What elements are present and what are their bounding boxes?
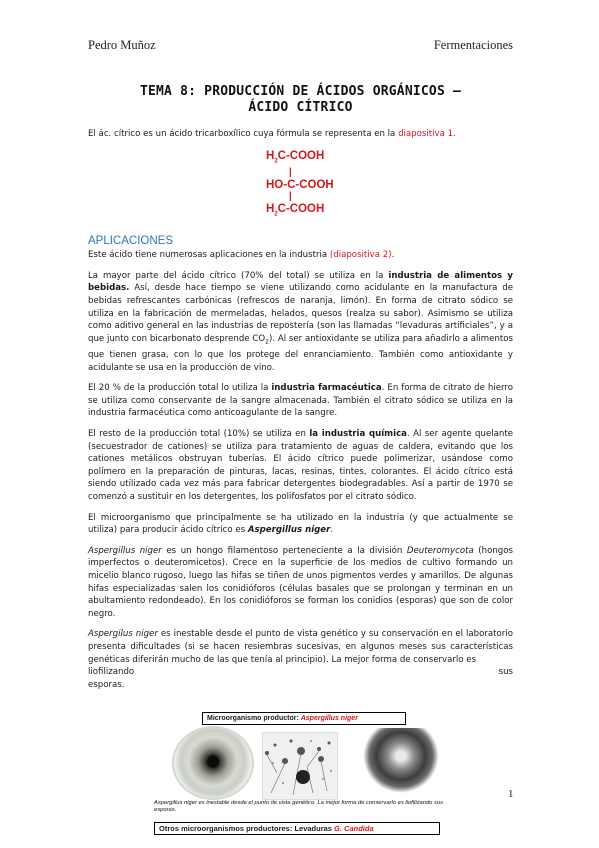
conidial-head-photo [358,728,444,798]
chem-text-c: . Al ser agente quelante (secuestrador de cationes) se utiliza para tratamiento de aguas de caldera, evitando que los cationes metálicos obstruyan tuberías. El ácido cítrico puede polimerizar, usándose como polímero en la preparación de pinturas, lacas, resinas, tintes, colorantes. El ácido cítrico está siendo utilizado cada vez más para fabricar detergentes biodegradables. Así a partir de 1970 se comenzó a sustituir en los detergentes, los polifosfatos por el citrato sódico. [88,429,514,502]
conservation-word-liofilizando: liofilizando [88,667,135,678]
citric-acid-formula [266,149,513,222]
description-text-d: (hongos imperfectos o deuteromicetos). Crece en la superficie de los medios de cultivo formando un micelio blanco rugoso, luego las hifas se tiñen de unos pigmentos verdes y amarillos. De algunas hifas especializadas salen los conidióforos (células basales que se prolongan y terminan en un abultamiento redondeado). En los conidióforos se forman los conidios (esporas) que son de color negro. [88,545,513,619]
document-body [88,128,513,691]
embedded-slide-image [152,712,448,837]
slide-photos [174,728,444,802]
food-industry-paragraph [88,270,513,374]
header-author: Pedro Muñoz [88,38,156,52]
microscope-photo [262,732,338,800]
formula-line-3: $H_2C$-COOH [266,202,325,218]
slide-footer-text: Otros microorganismos productores: Levaduras [159,824,335,833]
formula-bond-2: | [289,190,292,202]
petri-dish-photo [174,728,252,798]
conidiophore-micrograph [263,733,337,799]
chem-text-a: El resto de la producción total (10%) se utiliza en [88,429,310,440]
formula-line-2: HO-C-COOH [266,178,334,191]
slide-title [202,712,406,725]
applications-intro [88,249,513,262]
slide-1-link[interactable]: diapositiva 1. [398,129,456,139]
applications-intro-end: . [391,250,395,261]
pharma-text-bold: industria farmacéutica [271,383,382,394]
organism-name: Aspergillus niger [247,525,331,536]
food-text-a: La mayor parte del ácido cítrico (70% del total) se utiliza en la [88,270,389,281]
pharma-text-c: . En forma de citrato de hierro se utiliza como conservante de la sangre almacenada. También el citrato sódico se utiliza en la industria farmacéutica como anticoagulante de la sangre. [88,383,513,419]
food-text-bold: industria de alimentos y bebidas. [88,270,514,294]
aspergilus-name: Aspergilus niger [88,629,158,640]
description-text-b: es un hongo filamentoso perteneciente a la división [161,545,407,556]
title-line-1: TEMA 8: PRODUCCIÓN DE ÁCIDOS ORGÁNICOS – [139,84,462,99]
conservation-text: es inestable desde el punto de vista genético y su conservación en el laboratorio presenta dificultades (si se hacen resiembras sucesivas, en algunos meses sus características genéticas diferirán mucho de las que tenía al principio). La mejor forma de conservarlo es [88,629,513,665]
slide-footer-organism: G. Candida [334,824,374,833]
pharma-industry-paragraph [88,382,513,420]
chem-text-bold: la industria química [309,429,407,440]
deuteromycota-name: Deuteromycota [406,545,474,556]
chemical-industry-paragraph [88,428,513,504]
slide-caption: Aspergillus niger es inestable desde el punto de vista genético. La mejor forma de conservarlo es liofilizando sus esporas. [154,800,444,813]
intro-text: El ác. cítrico es un ácido tricarboxílico cuya fórmula se representa en la [88,129,399,139]
slide-title-organism: Aspergillus niger [300,715,358,722]
page-title [88,84,513,116]
applications-intro-text: Este ácido tiene numerosas aplicaciones en la industria [88,250,330,261]
organism-text-a: El microorganismo que principalmente se ha utilizado en la industria (y que actualmente se utiliza) para producir ácido cítrico es [88,512,513,536]
page-number: 1 [508,788,514,800]
aspergillus-name: Aspergillus niger [88,545,162,556]
slide-2-link[interactable]: (diapositiva 2) [329,250,392,261]
conservation-word-sus: sus [498,667,513,678]
food-text-d: ). Al ser antioxidante se utiliza para añadirlo a alimentos que tienen grasa, con lo que los protege del enranciamiento. También como antioxidante y acidulante se usa en la producción de vino. [88,333,513,373]
conservation-paragraph [88,628,513,666]
microorganism-paragraph [88,512,513,537]
title-line-2: ÁCIDO CÍTRICO [248,100,353,115]
intro-paragraph [88,128,513,141]
conservation-end: esporas. [88,679,125,690]
formula-line-1: $H_2C$-COOH [266,149,325,164]
section-heading-applications: APLICACIONES [88,235,173,248]
header-subject: Fermentaciones [433,38,513,52]
aspergillus-description-paragraph [88,545,513,621]
slide-footer [154,822,440,835]
formula-bond-1: | [289,166,292,178]
organism-text-c: . [330,525,334,536]
pharma-text-a: El 20 % de la producción total lo utiliza la [88,383,272,394]
food-text-c: Así, desde hace tiempo se viene utilizando como acidulante en la manufactura de bebidas refrescantes carbónicas (refrescos de naranja, limón). En forma de citrato sódico se utiliza en la fabricación de mermeladas, helados, quesos (realza su sabor). Asimismo se utiliza como aditivo general en las industrias de repostería (son las llamadas “levaduras artificiales”, y a que junto con bicarbonato desprende CO [88,283,513,344]
slide-title-text: Microorganismo productor: [207,715,301,722]
conservation-line-wrap [88,666,513,679]
co2-subscript: 2 [265,338,269,346]
